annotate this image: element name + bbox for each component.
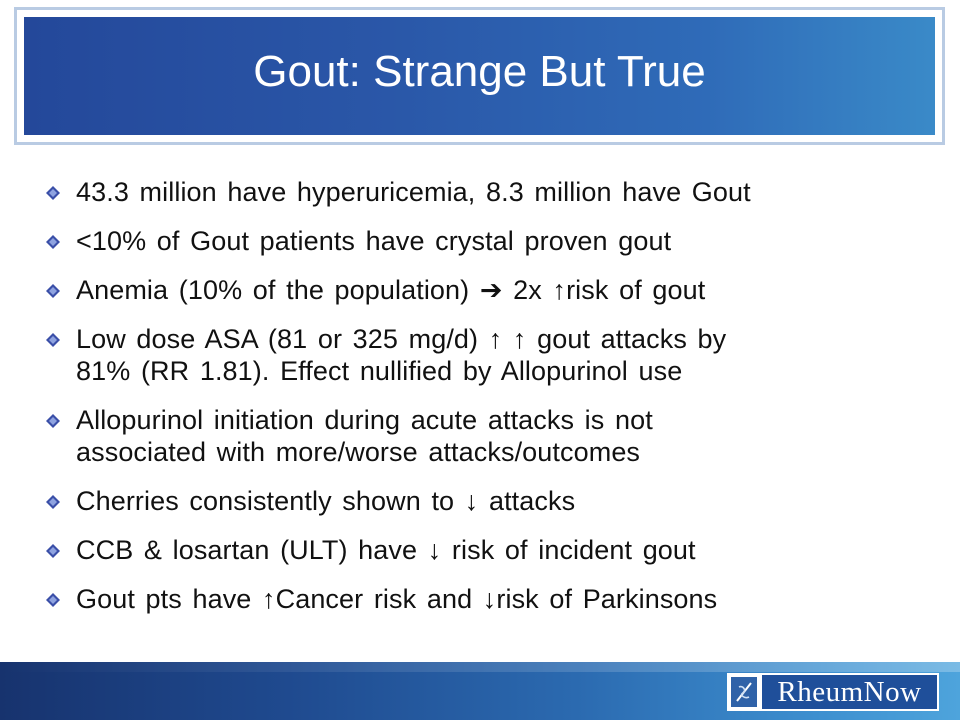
bullet-text: Allopurinol initiation during acute attacks is not <box>76 405 653 435</box>
bullet-text-continued: 81% (RR 1.81). Effect nullified by Allopurinol use <box>76 356 683 386</box>
bullet-text: Low dose ASA (81 or 325 mg/d) ↑ ↑ gout attacks by <box>76 324 727 354</box>
title-band <box>24 17 935 135</box>
diamond-bullet-icon <box>46 284 60 298</box>
bullet-text: Cherries consistently shown to ↓ attacks <box>76 486 576 516</box>
bullet-text: 43.3 million have hyperuricemia, 8.3 million have Gout <box>76 177 751 207</box>
diamond-bullet-icon <box>46 544 60 558</box>
bullet-item <box>42 176 922 208</box>
diamond-bullet-icon <box>46 593 60 607</box>
bullet-item <box>42 485 922 517</box>
diamond-bullet-icon <box>46 495 60 509</box>
bullet-text: CCB & losartan (ULT) have ↓ risk of incident gout <box>76 535 696 565</box>
bullet-item <box>42 225 922 257</box>
bullet-text: Anemia (10% of the population) ➔ 2x ↑risk of gout <box>76 275 706 305</box>
slide-title: Gout: Strange But True <box>253 47 706 96</box>
bullet-item <box>42 274 922 306</box>
bullet-item <box>42 323 922 387</box>
rheumnow-logo <box>727 673 939 711</box>
diamond-bullet-icon <box>46 235 60 249</box>
staff-icon <box>733 679 755 705</box>
bullet-text-continued: associated with more/worse attacks/outcomes <box>76 437 641 467</box>
logo-wordmark: RheumNow <box>762 675 937 709</box>
diamond-bullet-icon <box>46 186 60 200</box>
diamond-bullet-icon <box>46 414 60 428</box>
title-frame <box>14 7 945 145</box>
bullet-text: <10% of Gout patients have crystal proven gout <box>76 226 672 256</box>
diamond-bullet-icon <box>46 333 60 347</box>
bullet-list <box>42 176 922 632</box>
rheumnow-logo-icon <box>729 675 759 709</box>
bullet-item <box>42 583 922 615</box>
bullet-item <box>42 404 922 468</box>
bullet-text: Gout pts have ↑Cancer risk and ↓risk of Parkinsons <box>76 584 718 614</box>
bullet-item <box>42 534 922 566</box>
